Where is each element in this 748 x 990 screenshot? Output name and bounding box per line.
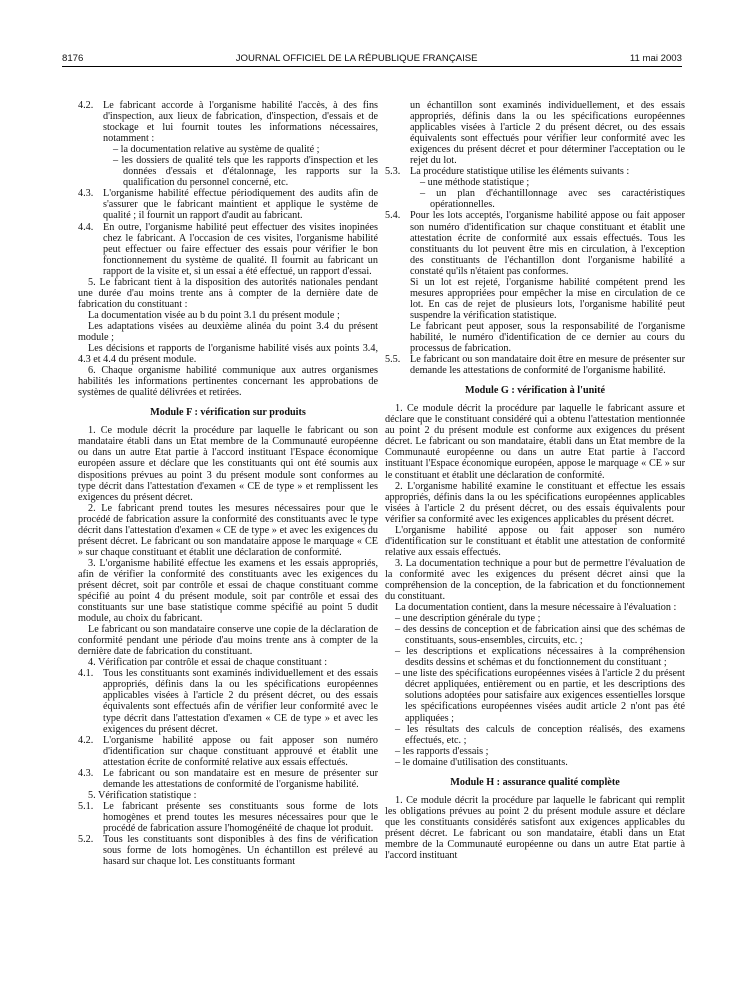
list-item: – des dessins de conception et de fabrication ainsi que des schémas de constituants, sous-ensembles, circuits, etc. ; — [395, 624, 685, 647]
paragraph-5-1: 5.1. Le fabricant présente ses constituants sous forme de lots homogènes et prend toutes les mesures nécessaires pour que le procédé de fabrication assure l'homogénéité de chaque lot produit. — [78, 800, 378, 834]
module-f-heading: Module F : vérification sur produits — [150, 407, 306, 419]
module-h-paragraph-1: 1. Ce module décrit la procédure par laquelle le fabricant qui remplit les obligations prévues au point 2 du présent module assure et déclare que les constituants considérés satisfont aux exigences applicables du présent décret. Le fabricant ou son mandataire, établi dans un Etat membre de la Communauté européenne ou dans un autre Etat partie à l'accord instituant — [385, 794, 685, 862]
paragraph-4-3: 4.3. L'organisme habilité effectue périodiquement des audits afin de s'assurer que le fabricant maintient et applique le système de qualité ; il fournit un rapport d'audit au fabricant. — [78, 188, 378, 222]
list-item: – les résultats des calculs de conception réalisés, des examens effectués, etc. ; — [395, 723, 685, 746]
list-item: – les dossiers de qualité tels que les rapports d'inspection et les données d'essais et d'étalonnage, les rapports sur la qualification du personnel concerné, etc. — [113, 155, 378, 189]
paragraph-5-2: 5.2. Tous les constituants sont disponibles à des fins de vérification sous forme de lots homogènes. Un échantillon est prélevé au hasard sur chaque lot. Les constituants formant — [78, 834, 378, 868]
list-item: – un plan d'échantillonnage avec ses caractéristiques opérationnelles. — [420, 188, 685, 211]
list-item: – une méthode statistique ; — [420, 177, 530, 189]
paragraph-5-2-continued: un échantillon sont examinés individuellement, et des essais appropriés, définis dans la ou les spécifications européennes applicables visées à l'article 2 du présent décret, ou des essais équivalents sont effectués pour vérifier leur conformité avec les exigences du présent décret et pour déterminer l'acceptation ou le rejet du lot. — [410, 100, 685, 167]
module-g-paragraph-3b: La documentation contient, dans la mesure nécessaire à l'évaluation : — [395, 602, 677, 614]
module-f-paragraph-4: 4. Vérification par contrôle et essai de chaque constituant : — [88, 657, 328, 669]
paragraph-5-4b: Si un lot est rejeté, l'organisme habilité compétent prend les mesures appropriées pour empêcher la mise en circulation de ce lot. En cas de rejet de plusieurs lots, l'organisme habilité peut suspendre la vérification statistique. — [410, 276, 685, 321]
paragraph-4-1: 4.1. Tous les constituants sont examinés individuellement et des essais appropriés, définis dans la ou les spécifications européennes applicables visées à l'article 2 du présent décret, ou des essais équivalents sont effectués afin de vérifier leur conformité avec le type décrit dans l'attestation d'examen « CE de type » et avec les exigences du présent décret. — [78, 668, 378, 735]
module-g-paragraph-3: 3. La documentation technique a pour but de permettre l'évaluation de la conformité avec les exigences du présent décret ainsi que la compréhension de la conception, de la fabrication et du fonctionnement du constituant. — [385, 557, 685, 603]
issue-date: 11 mai 2003 — [629, 53, 682, 64]
journal-title: JOURNAL OFFICIEL DE LA RÉPUBLIQUE FRANÇAISE — [235, 53, 478, 64]
module-g-paragraph-2b: L'organisme habilité appose ou fait apposer son numéro d'identification sur le constituant et établit une attestation de conformité relative aux essais effectués. — [385, 524, 685, 558]
paragraph-5-4: 5.4. Pour les lots acceptés, l'organisme habilité appose ou fait apposer son numéro d'identification sur chaque constituant et établit une attestation écrite de conformité aux essais effectués. Tous les constituants du lot peuvent être mis en circulation, à l'exception des constituants de l'échantillon dont l'organisme habilité a constaté qu'ils n'étaient pas conformes. — [385, 210, 685, 277]
list-item: – les rapports d'essais ; — [395, 745, 489, 757]
module-f-paragraph-2: 2. Le fabricant prend toutes les mesures nécessaires pour que le procédé de fabrication assure la conformité des constituants avec le type décrit dans l'attestation d'examen « CE de type » et avec les exigences du présent décret. Le fabricant ou son mandataire appose le marquage « CE » sur chaque constituant et établit une déclaration de conformité. — [78, 502, 378, 558]
right-column — [385, 100, 685, 861]
paragraph-5: 5. Le fabricant tient à la disposition des autorités nationales pendant une durée d'au moins trente ans à compter de la dernière date de fabrication du constituant : — [78, 276, 378, 310]
module-f-paragraph-1: 1. Ce module décrit la procédure par laquelle le fabricant ou son mandataire établi dans un Etat membre de la Communauté européenne ou dans un autre Etat partie à l'accord instituant l'Espace économique européen assure et déclare que les constituants qui ont été soumis aux dispositions prévues au point 3 du présent module sont conformes au type décrit dans l'attestation d'examen « CE de type » et remplissent les exigences du présent décret. — [78, 425, 378, 503]
paragraph-4-2: 4.2. L'organisme habilité appose ou fait apposer son numéro d'identification sur chaque constituant approuvé et établit une attestation écrite de conformité relative aux essais effectués. — [78, 734, 378, 768]
paragraph-5-5: 5.5. Le fabricant ou son mandataire doit être en mesure de présenter sur demande les attestations de conformité de l'organisme habilité. — [385, 354, 685, 377]
list-item: – les descriptions et explications nécessaires à la compréhension desdits dessins et schémas et du fonctionnement du constituant ; — [395, 646, 685, 669]
list-item: – la documentation relative au système de qualité ; — [113, 144, 320, 156]
module-g-heading: Module G : vérification à l'unité — [464, 385, 606, 397]
paragraph-5b: Les adaptations visées au deuxième alinéa du point 3.4 du présent module ; — [78, 320, 378, 343]
paragraph-6: 6. Chaque organisme habilité communique aux autres organismes habilités les informations pertinentes concernant les approbations de systèmes de qualité délivrées et retirées. — [78, 365, 378, 399]
list-item: – une liste des spécifications européennes visées à l'article 2 du présent décret appliquées, entièrement ou en partie, et les descriptions des solutions adoptées pour satisfaire aux exigences essentielles lorsque les spécifications européennes visées audit article 2 n'ont pas été appliquées ; — [395, 668, 685, 724]
page-number: 8176 — [62, 53, 84, 64]
paragraph-5-3: 5.3. La procédure statistique utilise les éléments suivants : — [385, 166, 630, 178]
header-rule — [62, 66, 682, 67]
paragraph-4-3: 4.3. Le fabricant ou son mandataire est en mesure de présenter sur demande les attestations de conformité de l'organisme habilité. — [78, 767, 378, 790]
list-item: – le domaine d'utilisation des constituants. — [395, 756, 568, 768]
module-f-paragraph-3b: Le fabricant ou son mandataire conserve une copie de la déclaration de conformité pendant une période d'au moins trente ans à compter de la dernière date de fabrication du constituant. — [78, 624, 378, 658]
page-header — [62, 50, 682, 64]
module-g-paragraph-2: 2. L'organisme habilité examine le constituant et effectue les essais appropriés, définis dans la ou les spécifications européennes applicables visées à l'article 2 du présent décret, ou des essais équivalents pour vérifier sa conformité avec les exigences applicables du présent décret. — [385, 480, 685, 525]
paragraph-5a: La documentation visée au b du point 3.1 du présent module ; — [88, 309, 340, 321]
paragraph-5-4c: Le fabricant peut apposer, sous la responsabilité de l'organisme habilité, le numéro d'identification de ce dernier au cours du processus de fabrication. — [410, 320, 685, 355]
paragraph-4-4: 4.4. En outre, l'organisme habilité peut effectuer des visites inopinées chez le fabricant. A l'occasion de ces visites, l'organisme habilité peut effectuer ou faire effectuer des essais pour vérifier le bon fonctionnement du système de qualité. Il fournit au fabricant un rapport de la visite et, si un essai a été effectué, un rapport d'essai. — [78, 221, 378, 277]
module-f-paragraph-3: 3. L'organisme habilité effectue les examens et les essais appropriés, afin de vérifier la conformité des constituants avec les exigences du présent décret, soit par contrôle et essai de chaque constituant comme spécifié au point 4 du présent module, soit par contrôle et essai des constituants sur une base statistique comme spécifié au point 5 dudit module, au choix du fabricant. — [78, 557, 378, 625]
paragraph-5c: Les décisions et rapports de l'organisme habilité visés aux points 3.4, 4.3 et 4.4 du présent module. — [78, 343, 378, 366]
module-h-heading: Module H : assurance qualité complète — [450, 776, 620, 788]
module-g-paragraph-1: 1. Ce module décrit la procédure par laquelle le fabricant assure et déclare que le constituant considéré qui a obtenu l'attestation mentionnée au point 2 du présent module est conforme aux exigences du présent décret. Le fabricant ou son mandataire, établi dans un Etat membre de la Communauté européenne ou dans un autre Etat partie à l'accord instituant l'Espace économique européen, appose le marquage « CE » sur le constituant et établit une déclaration de conformité. — [385, 403, 685, 481]
left-column — [78, 100, 378, 867]
module-f-paragraph-5: 5. Vérification statistique : — [88, 789, 197, 801]
list-item: – une description générale du type ; — [395, 613, 541, 625]
paragraph-4-2: 4.2. Le fabricant accorde à l'organisme habilité l'accès, à des fins d'inspection, aux lieux de fabrication, d'inspection, d'essais et de stockage et lui fournit toutes les informations nécessaires, notamment : — [78, 100, 378, 145]
